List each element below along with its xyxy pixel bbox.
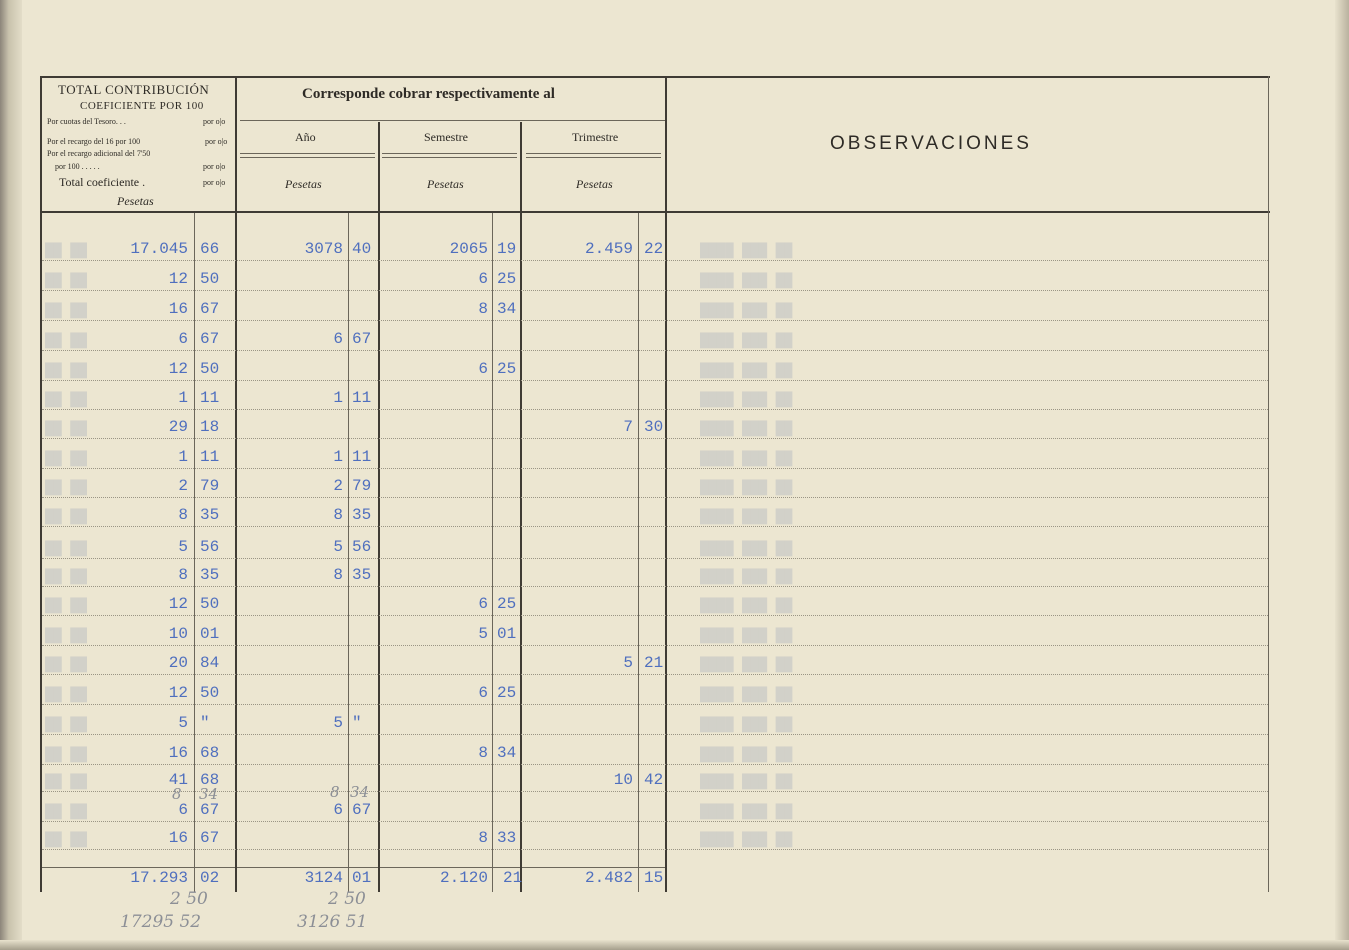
- bleed-through-mark: ██ ██: [45, 273, 88, 289]
- cell-total-c: 67: [200, 801, 220, 819]
- cell-total-p: 12: [168, 360, 188, 378]
- recargo-16-label: Por el recargo del 16 por 100: [47, 137, 141, 146]
- row-dotted-line: [42, 290, 1268, 291]
- bleed-through-mark: ██ ██: [45, 657, 88, 673]
- row-dotted-line: [42, 380, 1268, 381]
- cell-ano-p: 8: [333, 506, 343, 524]
- cell-total-p: 12: [168, 684, 188, 702]
- cell-ano-c: 11: [352, 448, 372, 466]
- cell-total-p: 20: [168, 654, 188, 672]
- pesetas-ano-label: Pesetas: [285, 177, 322, 191]
- cell-ano-p: 2: [333, 477, 343, 495]
- totals-tri-cents: 15: [644, 869, 664, 887]
- por-ojo-4: por o|o: [203, 178, 226, 187]
- cell-total-p: 16: [168, 829, 188, 847]
- book-binding: [0, 0, 22, 950]
- row-dotted-line: [42, 704, 1268, 705]
- ano-rule-1: [240, 153, 375, 154]
- cell-ano-c: 11: [352, 389, 372, 407]
- row-dotted-line: [42, 558, 1268, 559]
- cell-tri-c: 21: [644, 654, 664, 672]
- bleed-through-mark: ████ ███ ██: [700, 451, 793, 467]
- por-ojo-2: por o|o: [205, 137, 228, 146]
- bleed-through-mark: ████ ███ ██: [700, 421, 793, 437]
- cell-ano-c: 35: [352, 506, 372, 524]
- cell-sem-p: 8: [478, 744, 488, 762]
- cell-total-p: 6: [178, 330, 188, 348]
- bleed-through-mark: ██ ██: [45, 804, 88, 820]
- totals-tri-pesetas: 2.482: [584, 869, 633, 887]
- row-dotted-line: [42, 821, 1268, 822]
- cell-total-c: 68: [200, 744, 220, 762]
- cell-total-p: 6: [178, 801, 188, 819]
- coeficiente-label: COEFICIENTE POR 100: [80, 100, 204, 112]
- cell-tri-c: 42: [644, 771, 664, 789]
- cell-sem-p: 5: [478, 625, 488, 643]
- cell-total-c: 66: [200, 240, 220, 258]
- totals-sem-pesetas: 2.120: [439, 869, 488, 887]
- cell-sem-p: 6: [478, 270, 488, 288]
- bleed-through-mark: ████ ███ ██: [700, 832, 793, 848]
- bleed-through-mark: ██ ██: [45, 451, 88, 467]
- semestre-rule-1: [382, 153, 517, 154]
- bleed-through-mark: ██ ██: [45, 628, 88, 644]
- bleed-through-mark: ████ ███ ██: [700, 480, 793, 496]
- hand-below-ano-1: 2 50: [328, 889, 366, 909]
- cell-total-p: 17.045: [130, 240, 188, 258]
- cell-total-c: 50: [200, 684, 220, 702]
- cell-total-c: 84: [200, 654, 220, 672]
- por-100-label: por 100 . . . . .: [55, 162, 100, 171]
- totals-total-cents: 02: [200, 869, 220, 887]
- cell-ano-p: 1: [333, 448, 343, 466]
- hand-below-total-2: 17295 52: [120, 912, 202, 932]
- cell-total-c: 01: [200, 625, 220, 643]
- pesetas-semestre-label: Pesetas: [427, 177, 464, 191]
- bleed-through-mark: ████ ███ ██: [700, 598, 793, 614]
- por-ojo-3: por o|o: [203, 162, 226, 171]
- cell-total-c: 35: [200, 566, 220, 584]
- cell-ano-p: 1: [333, 389, 343, 407]
- cell-sem-p: 8: [478, 829, 488, 847]
- cell-ano-c: 35: [352, 566, 372, 584]
- row-dotted-line: [42, 468, 1268, 469]
- pesetas-total-label: Pesetas: [117, 194, 154, 208]
- cell-sem-p: 8: [478, 300, 488, 318]
- row-dotted-line: [42, 586, 1268, 587]
- cell-ano-c: 79: [352, 477, 372, 495]
- cell-ano-c: 67: [352, 801, 372, 819]
- totals-sem-cents: 21: [503, 869, 523, 887]
- cell-total-p: 12: [168, 595, 188, 613]
- bleed-through-mark: ████ ███ ██: [700, 509, 793, 525]
- cell-total-p: 5: [178, 538, 188, 556]
- row-dotted-line: [42, 526, 1268, 527]
- ano-rule-2: [240, 157, 375, 158]
- cell-sem-p: 6: [478, 684, 488, 702]
- bleed-through-mark: ██ ██: [45, 687, 88, 703]
- totals-total-pesetas: 17.293: [130, 869, 188, 887]
- cell-total-c: 11: [200, 389, 220, 407]
- cell-total-p: 10: [168, 625, 188, 643]
- cell-tri-p: 10: [613, 771, 633, 789]
- cell-total-c: 67: [200, 330, 220, 348]
- bleed-through-mark: ████ ███ ██: [700, 363, 793, 379]
- cell-total-p: 12: [168, 270, 188, 288]
- por-ojo-1: por o|o: [203, 117, 226, 126]
- bleed-through-mark: ██ ██: [45, 303, 88, 319]
- cell-total-c: 68: [200, 771, 220, 789]
- pesetas-trimestre-label: Pesetas: [576, 177, 613, 191]
- cell-tri-p: 7: [623, 418, 633, 436]
- cell-total-p: 8: [178, 506, 188, 524]
- cell-total-p: 1: [178, 389, 188, 407]
- cell-tri-p: 2.459: [584, 240, 633, 258]
- cell-ano-p: 8: [333, 566, 343, 584]
- cell-sem-c: 34: [497, 744, 517, 762]
- trimestre-rule-2: [526, 157, 661, 158]
- cell-ano-c: 67: [352, 330, 372, 348]
- bleed-through-mark: ████ ███ ██: [700, 569, 793, 585]
- cell-ano-p: 5: [333, 714, 343, 732]
- cell-ano-p: 6: [333, 330, 343, 348]
- cell-total-p: 8: [178, 566, 188, 584]
- cell-total-c: 67: [200, 829, 220, 847]
- cell-sem-c: 25: [497, 595, 517, 613]
- page-edge-bottom: [0, 940, 1349, 950]
- bleed-through-mark: ████ ███ ██: [700, 273, 793, 289]
- bleed-through-mark: ██ ██: [45, 392, 88, 408]
- cell-sem-c: 25: [497, 270, 517, 288]
- cell-sem-c: 33: [497, 829, 517, 847]
- bleed-through-mark: ████ ███ ██: [700, 804, 793, 820]
- semestre-header: Semestre: [424, 130, 468, 144]
- totals-ano-pesetas: 3124: [304, 869, 343, 887]
- cell-ano-c: 40: [352, 240, 372, 258]
- cell-total-p: 16: [168, 744, 188, 762]
- cell-tri-c: 22: [644, 240, 664, 258]
- ano-header: Año: [295, 130, 316, 144]
- hand-ano-extra-cents: 34: [350, 783, 370, 801]
- bleed-through-mark: ██ ██: [45, 774, 88, 790]
- cell-sem-c: 19: [497, 240, 517, 258]
- corresponde-title: Corresponde cobrar respectivamente al: [302, 86, 555, 102]
- bleed-through-mark: ████ ███ ██: [700, 243, 793, 259]
- row-dotted-line: [42, 615, 1268, 616]
- trimestre-header: Trimestre: [572, 130, 619, 144]
- bleed-through-mark: ██ ██: [45, 569, 88, 585]
- page-edge-right: [1335, 0, 1349, 950]
- cell-sem-c: 01: [497, 625, 517, 643]
- total-contribucion-title: TOTAL CONTRIBUCIÓN: [58, 82, 210, 97]
- bleed-through-mark: ██ ██: [45, 541, 88, 557]
- cell-total-p: 16: [168, 300, 188, 318]
- cell-ano-p: 6: [333, 801, 343, 819]
- col-line-total-right: [235, 76, 237, 892]
- col-line-obs-right: [1268, 76, 1269, 892]
- bleed-through-mark: ██ ██: [45, 480, 88, 496]
- cell-total-c: 79: [200, 477, 220, 495]
- cell-sem-c: 34: [497, 300, 517, 318]
- cell-total-c: 11: [200, 448, 220, 466]
- cell-total-p: 29: [168, 418, 188, 436]
- col-line-tri-right: [665, 76, 667, 892]
- cell-total-c: 50: [200, 595, 220, 613]
- hand-ano-extra-pesetas: 8: [330, 783, 340, 801]
- cell-total-c: 18: [200, 418, 220, 436]
- cell-tri-p: 5: [623, 654, 633, 672]
- col-line-ano-right: [378, 122, 380, 892]
- recargo-750-label: Por el recargo adicional del 7'50: [47, 149, 151, 158]
- por-cuotas-label: Por cuotas del Tesoro. . .: [47, 117, 126, 126]
- cell-total-c: 67: [200, 300, 220, 318]
- cell-sem-p: 6: [478, 360, 488, 378]
- cell-total-c: 50: [200, 360, 220, 378]
- observaciones-title: OBSERVACIONES: [830, 133, 1032, 154]
- cell-ano-c: ": [352, 714, 362, 732]
- bleed-through-mark: ██ ██: [45, 598, 88, 614]
- row-dotted-line: [42, 849, 1268, 850]
- total-coeficiente-label: Total coeficiente .: [59, 175, 146, 189]
- bleed-through-mark: ████ ███ ██: [700, 747, 793, 763]
- row-dotted-line: [42, 409, 1268, 410]
- cell-ano-c: 56: [352, 538, 372, 556]
- row-dotted-line: [42, 734, 1268, 735]
- semestre-rule-2: [382, 157, 517, 158]
- cell-sem-c: 25: [497, 360, 517, 378]
- bleed-through-mark: ████ ███ ██: [700, 774, 793, 790]
- corresponde-underline: [240, 120, 665, 121]
- cell-total-p: 5: [178, 714, 188, 732]
- row-dotted-line: [42, 350, 1268, 351]
- header-top-line: [40, 76, 1270, 78]
- cell-total-c: 35: [200, 506, 220, 524]
- row-dotted-line: [42, 791, 1268, 792]
- hand-below-ano-2: 3126 51: [297, 912, 368, 932]
- bleed-through-mark: ████ ███ ██: [700, 657, 793, 673]
- cell-total-p: 1: [178, 448, 188, 466]
- totals-ano-cents: 01: [352, 869, 372, 887]
- hand-below-total-1: 2 50: [170, 889, 208, 909]
- row-dotted-line: [42, 674, 1268, 675]
- totals-line: [40, 867, 665, 868]
- col-line-sem-right: [520, 122, 522, 892]
- cell-ano-p: 5: [333, 538, 343, 556]
- row-dotted-line: [42, 764, 1268, 765]
- hand-total-extra-cents: 34: [199, 785, 219, 803]
- trimestre-rule-1: [526, 153, 661, 154]
- row-dotted-line: [42, 497, 1268, 498]
- bleed-through-mark: ██ ██: [45, 747, 88, 763]
- row-dotted-line: [42, 438, 1268, 439]
- bleed-through-mark: ████ ███ ██: [700, 303, 793, 319]
- bleed-through-mark: ████ ███ ██: [700, 628, 793, 644]
- bleed-through-mark: ██ ██: [45, 243, 88, 259]
- bleed-through-mark: ██ ██: [45, 832, 88, 848]
- cell-total-c: 50: [200, 270, 220, 288]
- cell-total-p: 2: [178, 477, 188, 495]
- cell-ano-p: 3078: [304, 240, 343, 258]
- cell-total-c: ": [200, 714, 210, 732]
- col-line-left: [40, 76, 42, 892]
- bleed-through-mark: ████ ███ ██: [700, 717, 793, 733]
- cell-sem-p: 2065: [449, 240, 488, 258]
- bleed-through-mark: ██ ██: [45, 333, 88, 349]
- bleed-through-mark: ████ ███ ██: [700, 541, 793, 557]
- bleed-through-mark: ██ ██: [45, 421, 88, 437]
- header-bottom-line: [40, 211, 1270, 213]
- bleed-through-mark: ██ ██: [45, 509, 88, 525]
- hand-total-extra-pesetas: 8: [172, 785, 182, 803]
- cell-sem-c: 25: [497, 684, 517, 702]
- cell-total-p: 41: [168, 771, 188, 789]
- row-dotted-line: [42, 320, 1268, 321]
- cell-total-c: 56: [200, 538, 220, 556]
- bleed-through-mark: ██ ██: [45, 363, 88, 379]
- bleed-through-mark: ████ ███ ██: [700, 333, 793, 349]
- bleed-through-mark: ████ ███ ██: [700, 392, 793, 408]
- bleed-through-mark: ██ ██: [45, 717, 88, 733]
- cell-sem-p: 6: [478, 595, 488, 613]
- row-dotted-line: [42, 260, 1268, 261]
- cell-tri-c: 30: [644, 418, 664, 436]
- bleed-through-mark: ████ ███ ██: [700, 687, 793, 703]
- row-dotted-line: [42, 645, 1268, 646]
